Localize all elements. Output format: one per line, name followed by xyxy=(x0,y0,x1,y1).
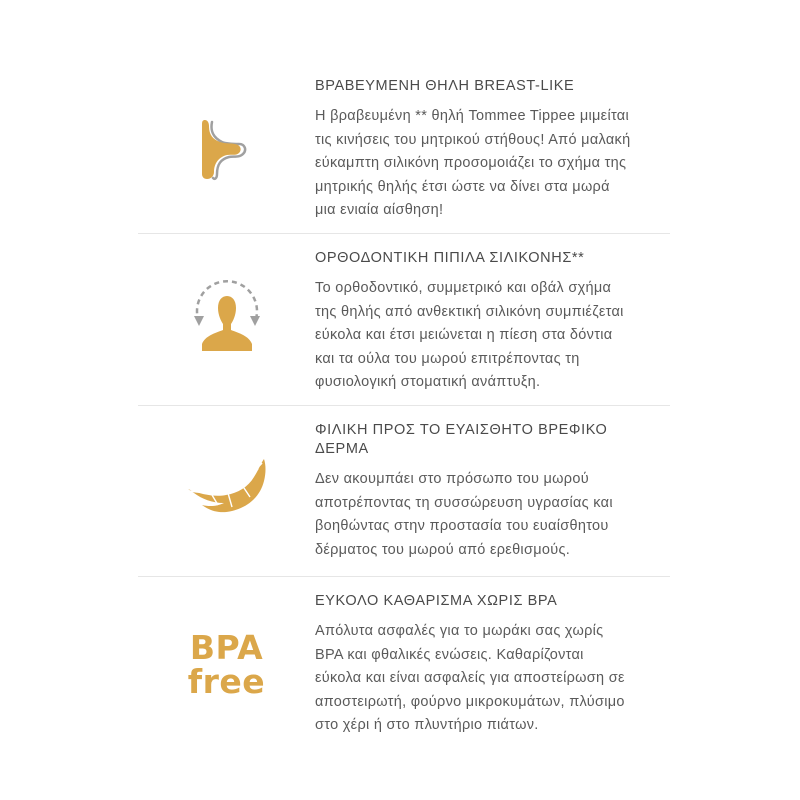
feature-sensitive-skin xyxy=(138,406,670,577)
feature-title: ΕΥΚΟΛΟ ΚΑΘΑΡΙΣΜΑ ΧΩΡΙΣ BPA xyxy=(315,593,558,609)
free-label: free xyxy=(187,662,266,701)
feature-title: ΦΙΛΙΚΗ ΠΡΟΣ ΤΟ ΕΥΑΙΣΘΗΤΟ ΒΡΕΦΙΚΟ ΔΕΡΜΑ xyxy=(315,422,608,457)
feature-description: Η βραβευμένη ** θηλή Tommee Tippee μιμείται τις κινήσεις του μητρικού στήθους! Από μαλακή εύκαμπτη σιλικόνη προσομοιάζει το σχήμα της μητρικής θηλής έτσι ώστε να δίνει στα μωρά μια ενιαία αίσθηση! xyxy=(315,108,631,218)
feature-orthodontic-pacifier xyxy=(138,234,670,406)
feature-list xyxy=(138,62,670,747)
feature-breast-like-nipple xyxy=(138,62,670,234)
feather-icon xyxy=(138,406,315,576)
feature-description: Απόλυτα ασφαλές για το μωράκι σας χωρίς BPA και φθαλικές ενώσεις. Καθαρίζονται εύκολα και είναι ασφαλείς για αποστείρωση σε αποστειρωτή, φούρνο μικροκυμάτων, πλύσιμο στο χέρι ή στο πλυντήριο πιάτων. xyxy=(315,623,625,733)
feature-bpa-free xyxy=(138,577,670,747)
feature-title: ΒΡΑΒΕΥΜΕΝΗ ΘΗΛΗ BREAST-LIKE xyxy=(315,78,575,94)
head-rotation-icon xyxy=(138,234,315,405)
bpa-free-badge xyxy=(138,577,315,747)
bpa-label: BPA xyxy=(189,628,264,667)
feature-description: Το ορθοδοντικό, συμμετρικό και οβάλ σχήμα της θηλής από ανθεκτική σιλικόνη συμπιέζεται εύκολα και έτσι μειώνεται η πίεση στα δόντια και τα ούλα του μωρού επιτρέποντας τη φυσιολογική στοματική ανάπτυξη. xyxy=(315,280,624,390)
feature-title: ΟΡΘΟΔΟΝΤΙΚΗ ΠΙΠΙΛΑ ΣΙΛΙΚΟΝΗΣ** xyxy=(315,250,585,266)
feature-description: Δεν ακουμπάει στο πρόσωπο του μωρού αποτρέποντας τη συσσώρευση υγρασίας και βοηθώντας στην προστασία του ευαίσθητου δέρματος του μωρού από ερεθισμούς. xyxy=(315,471,613,558)
nipple-icon xyxy=(138,62,315,233)
